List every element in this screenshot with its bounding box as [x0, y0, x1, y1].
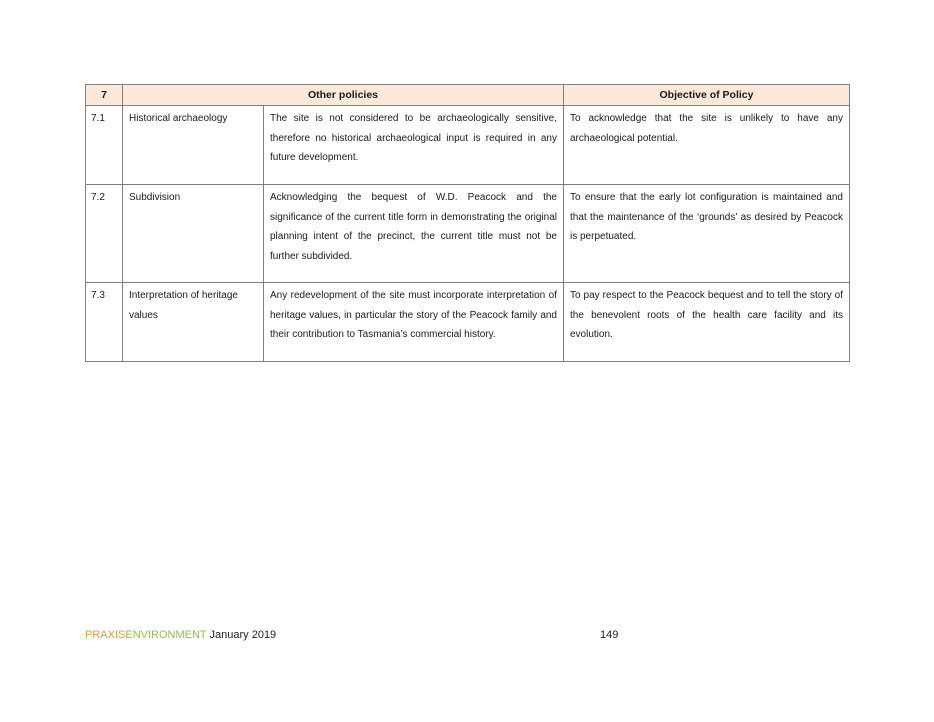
row-policy-name: Historical archaeology	[123, 106, 264, 185]
row-objective-text: To acknowledge that the site is unlikely to have any archaeological potential.	[564, 106, 850, 185]
header-objective: Objective of Policy	[564, 85, 850, 106]
row-policy-name: Interpretation of heritage values	[123, 283, 264, 362]
header-section-number: 7	[86, 85, 123, 106]
row-number: 7.3	[86, 283, 123, 362]
row-policy-text: Acknowledging the bequest of W.D. Peacock and the significance of the current title form in demonstrating the original planning intent of the precinct, the current title must not be further subdivided.	[264, 185, 564, 283]
page-footer	[85, 629, 276, 641]
row-number: 7.2	[86, 185, 123, 283]
brand-logo-praxis: PRAXIS	[85, 629, 126, 641]
table-row	[86, 106, 850, 185]
policies-table	[85, 84, 850, 362]
row-objective-text: To ensure that the early lot configuration is maintained and that the maintenance of the ‘grounds’ as desired by Peacock is perpetuated.	[564, 185, 850, 283]
brand-logo-environment: ENVIRONMENT	[125, 629, 207, 641]
row-policy-text: Any redevelopment of the site must incorporate interpretation of heritage values, in particular the story of the Peacock family and their contribution to Tasmania’s commercial history.	[264, 283, 564, 362]
table-header-row	[86, 85, 850, 106]
table-row	[86, 283, 850, 362]
page-number: 149	[600, 629, 619, 641]
header-other-policies: Other policies	[123, 85, 564, 106]
row-objective-text: To pay respect to the Peacock bequest and to tell the story of the benevolent roots of the health care facility and its evolution.	[564, 283, 850, 362]
row-number: 7.1	[86, 106, 123, 185]
row-policy-name: Subdivision	[123, 185, 264, 283]
footer-date: January 2019	[209, 629, 277, 641]
row-policy-text: The site is not considered to be archaeologically sensitive, therefore no historical archaeological input is required in any future development.	[264, 106, 564, 185]
table-row	[86, 185, 850, 283]
